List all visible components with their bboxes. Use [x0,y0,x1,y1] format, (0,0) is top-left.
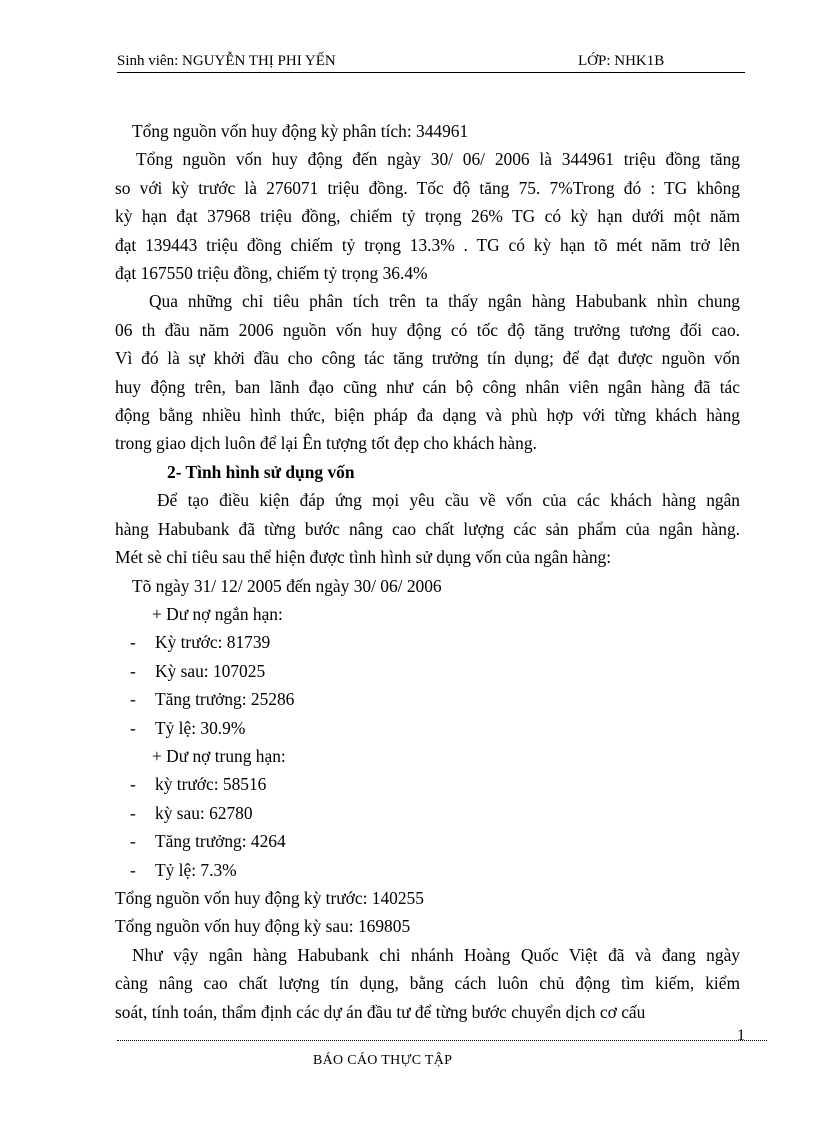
document-body [115,117,740,1026]
short-term-list [115,628,740,742]
list-item [115,657,740,685]
bullet-dash: - [130,717,136,738]
list-item-text: Kỳ trước: 81739 [155,632,271,653]
text-line: động bằng nhiều hình thức, biện pháp đa dạng và phù hợp với từng khách hàng [115,405,740,426]
text-line: Mét sè chỉ tiêu sau thể hiện được tình hình sử dụng vốn của ngân hàng: [115,547,612,568]
list-item [115,770,740,798]
paragraph-capital-detail [115,145,740,287]
student-name: Sinh viên: NGUYỄN THỊ PHI YẾN [117,53,336,69]
text-line: kỳ hạn đạt 37968 triệu đồng, chiếm tỷ trọng 26% TG có kỳ hạn dưới một năm [115,206,740,227]
class-name: LỚP: NHK1B [578,53,665,69]
bullet-dash: - [130,831,136,852]
list-item [115,714,740,742]
text-line: Qua những chỉ tiêu phân tích trên ta thấy ngân hàng Habubank nhìn chung [149,291,740,312]
paragraph-analysis [115,287,740,457]
list-item-text: Tỷ lệ: 7.3% [155,859,237,880]
list-item [115,799,740,827]
total-next-line: Tổng nguồn vốn huy động kỳ sau: 169805 [115,916,411,937]
bullet-dash: - [130,859,136,880]
text-line: soát, tính toán, thẩm định các dự án đầu tư để từng bước chuyển dịch cơ cấu [115,1001,646,1022]
list-item-text: kỳ trước: 58516 [155,774,267,795]
text-line: Vì đó là sự khởi đầu cho công tác tăng trưởng tín dụng; để đạt được nguồn vốn [115,348,740,369]
page-header [117,52,745,73]
text-line: so với kỳ trước là 276071 triệu đồng. Tốc độ tăng 75. 7%Trong đó : TG không [115,177,740,198]
list-item-text: Tăng trưởng: 25286 [155,689,295,710]
text-line: huy động trên, ban lãnh đạo cũng như cán bộ công nhân viên ngân hàng đã tác [115,376,740,397]
list-item [115,685,740,713]
medium-term-list [115,770,740,884]
period-line: Tõ ngày 31/ 12/ 2005 đến ngày 30/ 06/ 2006 [132,575,442,596]
text-line: hàng Habubank đã từng bước nâng cao chất lượng các sản phẩm của ngân hàng. [115,518,740,539]
list-item [115,856,740,884]
list-item-text: kỳ sau: 62780 [155,802,253,823]
text-line: trong giao dịch luôn để lại Ên tượng tốt đẹp cho khách hàng. [115,433,537,454]
bullet-dash: - [130,689,136,710]
text-line: 06 th đầu năm 2006 nguồn vốn huy động có tốc độ tăng trưởng tương đối cao. [115,319,740,340]
section-heading: 2- Tình hình sử dụng vốn [167,461,355,482]
bullet-dash: - [130,632,136,653]
text-line: Như vậy ngân hàng Habubank chi nhánh Hoàng Quốc Việt đã và đang ngày [132,944,740,965]
list-item [115,827,740,855]
text-line: Để tạo điều kiện đáp ứng mọi yêu cầu về vốn của các khách hàng ngân [157,490,740,511]
paragraph-capital-usage [115,486,740,571]
list-item-text: Kỳ sau: 107025 [155,660,266,681]
medium-term-label: + Dư nợ trung hạn: [152,745,286,766]
bullet-dash: - [130,660,136,681]
text-line: Tổng nguồn vốn huy động đến ngày 30/ 06/ 2006 là 344961 triệu đồng tăng [136,149,740,170]
total-previous-line: Tổng nguồn vốn huy động kỳ trước: 140255 [115,887,424,908]
footer-divider [117,1040,767,1041]
text-line: đạt 139443 triệu đồng chiếm tỷ trọng 13.3% . TG có kỳ hạn tõ mét năm trở lên [115,234,740,255]
bullet-dash: - [130,802,136,823]
page-number: 1 [737,1027,745,1044]
footer-title: BÁO CÁO THỰC TẬP [313,1053,453,1068]
list-item [115,628,740,656]
paragraph-total-capital: Tổng nguồn vốn huy động kỳ phân tích: 344961 [132,121,469,141]
list-item-text: Tăng trưởng: 4264 [155,831,286,852]
list-item-text: Tỷ lệ: 30.9% [155,717,246,738]
paragraph-conclusion [115,941,740,1026]
bullet-dash: - [130,774,136,795]
text-line: càng nâng cao chất lượng tín dụng, bằng cách luôn chủ động tìm kiếm, kiểm [115,973,740,994]
text-line: đạt 167550 triệu đồng, chiếm tỷ trọng 36.4% [115,263,428,284]
short-term-label: + Dư nợ ngắn hạn: [152,603,283,624]
